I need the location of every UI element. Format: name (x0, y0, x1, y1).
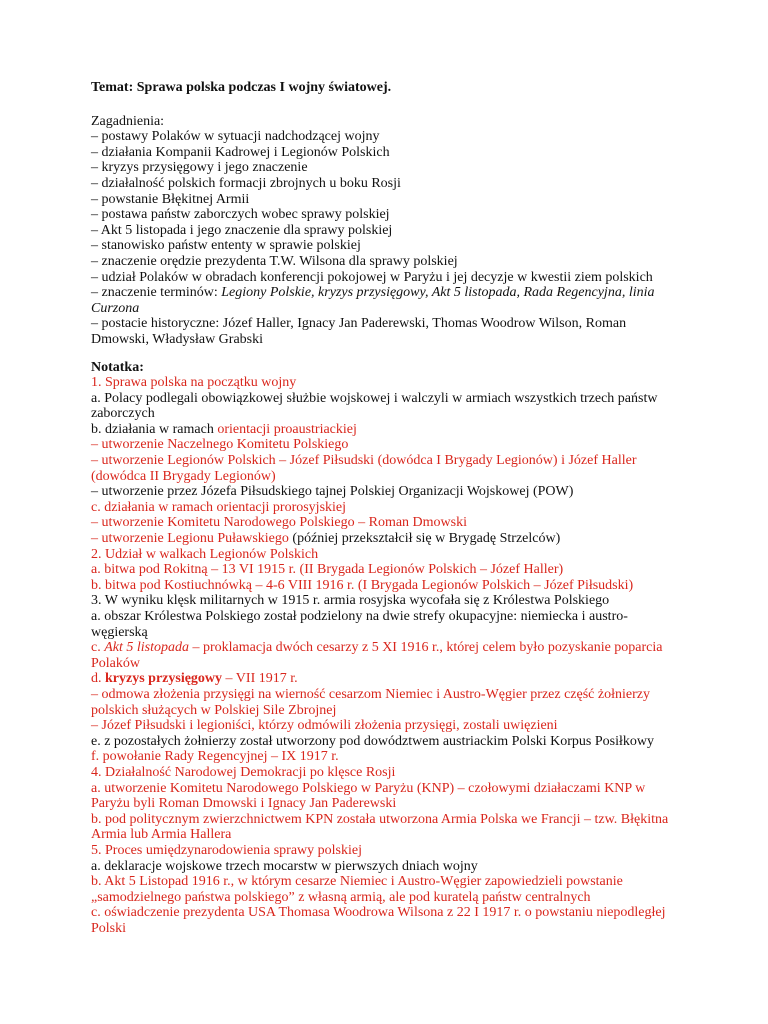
note-item (91, 422, 676, 438)
topic-item: – powstanie Błękitnej Armii (91, 191, 250, 207)
notes-section (91, 360, 676, 937)
terms-item (91, 285, 676, 316)
note-text: – proklamacja dwóch cesarzy z 5 XI 1916 r., której celem było pozyskanie poparcia Polaków (91, 640, 663, 671)
note-item: – utworzenie przez Józefa Piłsudskiego tajnej Polskiej Organizacji Wojskowej (POW) (91, 484, 574, 500)
note-highlight: – utworzenie Legionu Puławskiego (91, 531, 289, 547)
topic-item: – działania Kompanii Kadrowej i Legionów Polskich (91, 144, 390, 160)
note-prefix: b. działania w ramach (91, 421, 218, 437)
note-item: b. pod politycznym zwierzchnictwem KPN została utworzona Armia Polska we Francji – tzw. Błękitna Armia lub Armia Hallera (91, 811, 669, 843)
topics-section (91, 114, 676, 348)
note-heading-2: 2. Udział w walkach Legionów Polskich (91, 546, 319, 562)
topic-item: – działalność polskich formacji zbrojnych u boku Rosji (91, 175, 401, 191)
note-item: e. z pozostałych żołnierzy został utworzony pod dowództwem austriackim Polski Korpus Posiłkowy (91, 733, 655, 749)
note-heading-1: 1. Sprawa polska na początku wojny (91, 375, 297, 391)
spacer (91, 348, 676, 360)
note-heading-5: 5. Proces umiędzynarodowienia sprawy polskiej (91, 842, 362, 858)
note-highlight: orientacji proaustriackiej (217, 421, 357, 437)
note-item: a. obszar Królestwa Polskiego został podzielony na dwie strefy okupacyjne: niemiecka i austro-węgierską (91, 609, 628, 640)
figures-item: – postacie historyczne: Józef Haller, Ignacy Jan Paderewski, Thomas Woodrow Wilson, Roman Dmowski, Władysław Grabski (91, 316, 627, 347)
note-item: – utworzenie Legionów Polskich – Józef Piłsudski (dowódca I Brygady Legionów) i Józef Haller (dowódca II Brygady Legionów) (91, 453, 637, 484)
topic-item: – Akt 5 listopada i jego znaczenie dla sprawy polskiej (91, 222, 393, 238)
note-text: – VII 1917 r. (222, 671, 298, 687)
note-item: a. utworzenie Komitetu Narodowego Polskiego w Paryżu (KNP) – czołowymi działaczami KNP w Paryżu byli Roman Dmowski i Ignacy Jan Paderewski (91, 780, 646, 812)
topic-item: – stanowisko państw ententy w sprawie polskiej (91, 238, 361, 254)
document-title: Temat: Sprawa polska podczas I wojny światowej. (91, 80, 392, 95)
note-item: – odmowa złożenia przysięgi na wierność cesarzom Niemiec i Austro-Węgier przez część żołnierzy polskich służących w Polskiej Sile Zbrojnej (91, 686, 650, 718)
topic-item: – postawy Polaków w sytuacji nadchodzącej wojny (91, 129, 380, 145)
note-item (91, 640, 676, 671)
note-bold: kryzys przysięgowy (105, 671, 223, 687)
note-heading-3: 3. W wyniku klęsk militarnych w 1915 r. armia rosyjska wycofała się z Królestwa Polskiego (91, 593, 610, 609)
note-item: f. powołanie Rady Regencyjnej – IX 1917 r. (91, 749, 339, 765)
note-item: – Józef Piłsudski i legioniści, którzy odmówili złożenia przysięgi, zostali uwięzieni (91, 718, 558, 734)
terms-list: Legiony Polskie, kryzys przysięgowy, Akt 5 listopada, Rada Regencyjna, linia Curzona (91, 285, 655, 316)
note-heading-4: 4. Działalność Narodowej Demokracji po klęsce Rosji (91, 764, 396, 780)
note-item (91, 671, 676, 687)
notes-header: Notatka: (91, 359, 144, 375)
topic-item: – udział Polaków w obradach konferencji pokojowej w Paryżu i jej decyzje w kwestii ziem polskich (91, 269, 653, 285)
note-item: a. bitwa pod Rokitną – 13 VI 1915 r. (II Brygada Legionów Polskich – Józef Haller) (91, 562, 564, 578)
note-item: b. bitwa pod Kostiuchnówką – 4-6 VIII 1916 r. (I Brygada Legionów Polskich – Józef Piłsudski) (91, 577, 634, 593)
note-text: (później przekształcił się w Brygadę Strzelców) (288, 531, 561, 547)
note-prefix: d. (91, 671, 105, 687)
topic-item: – znaczenie orędzie prezydenta T.W. Wilsona dla sprawy polskiej (91, 253, 458, 269)
note-item: a. deklaracje wojskowe trzech mocarstw w pierwszych dniach wojny (91, 858, 478, 874)
note-item: c. oświadczenie prezydenta USA Thomasa Woodrowa Wilsona z 22 I 1917 r. o powstaniu niepodległej Polski (91, 905, 666, 936)
note-item (91, 531, 676, 547)
note-item: b. Akt 5 Listopad 1916 r., w którym cesarze Niemiec i Austro-Węgier zapowiedzieli powstanie „samodzielnego państwa polskiego” z własną armią, ale pod kuratelą państw centralnych (91, 874, 623, 905)
topic-item: – kryzys przysięgowy i jego znaczenie (91, 160, 308, 176)
spacer (91, 96, 676, 114)
topic-item: – postawa państw zaborczych wobec sprawy polskiej (91, 207, 390, 223)
note-item: a. Polacy podlegali obowiązkowej służbie wojskowej i walczyli w armiach wszystkich trzech państw zaborczych (91, 390, 658, 422)
note-item: – utworzenie Komitetu Narodowego Polskiego – Roman Dmowski (91, 515, 468, 531)
note-prefix: c. (91, 640, 105, 656)
note-italic: Akt 5 listopada (104, 640, 189, 656)
note-item: c. działania w ramach orientacji prorosyjskiej (91, 499, 347, 515)
note-item: – utworzenie Naczelnego Komitetu Polskiego (91, 437, 349, 453)
terms-prefix-text: – znaczenie terminów: (91, 285, 222, 301)
topics-header: Zagadnienia: (91, 113, 165, 129)
